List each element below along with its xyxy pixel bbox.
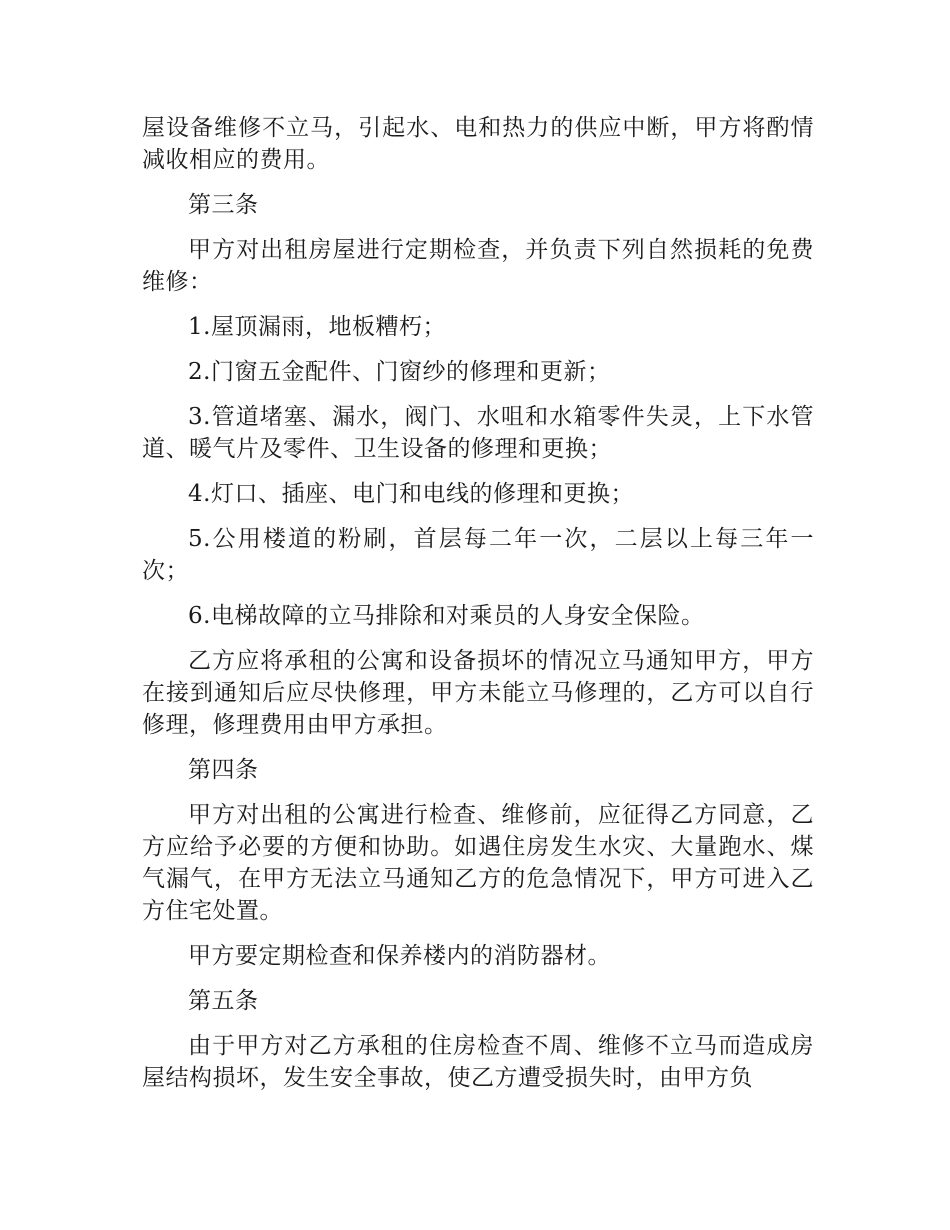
paragraph: 由于甲方对乙方承租的住房检查不周、维修不立马而造成房屋结构损坏，发生安全事故，使乙方遭受损失时，由甲方负	[142, 1033, 814, 1091]
paragraph: 甲方要定期检查和保养楼内的消防器材。	[188, 943, 611, 969]
list-item: 2.门窗五金配件、门窗纱的修理和更新；	[188, 359, 611, 385]
list-item: 6.电梯故障的立马排除和对乘员的人身安全保险。	[188, 603, 705, 629]
list-item: 1.屋顶漏雨，地板糟朽；	[188, 314, 446, 340]
paragraph: 乙方应将承租的公寓和设备损坏的情况立马通知甲方，甲方在接到通知后应尽快修理，甲方未能立马修理的，乙方可以自行修理，修理费用由甲方承担。	[142, 648, 814, 738]
paragraph-continuation: 屋设备维修不立马，引起水、电和热力的供应中断，甲方将酌情减收相应的费用。	[142, 115, 814, 173]
article-heading-4: 第四条	[188, 757, 259, 783]
paragraph: 甲方对出租房屋进行定期检查，并负责下列自然损耗的免费维修：	[142, 237, 814, 295]
list-item: 5.公用楼道的粉刷，首层每二年一次，二层以上每三年一次；	[142, 526, 814, 584]
document-body	[142, 112, 814, 1107]
list-item: 3.管道堵塞、漏水，阀门、水咀和水箱零件失灵，上下水管道、暖气片及零件、卫生设备的修理和更换；	[142, 404, 814, 462]
article-heading-5: 第五条	[188, 988, 259, 1014]
paragraph: 甲方对出租的公寓进行检查、维修前，应征得乙方同意，乙方应给予必要的方便和协助。如遇住房发生水灾、大量跑水、煤气漏气，在甲方无法立马通知乙方的危急情况下，甲方可进入乙方住宅处置。	[142, 802, 814, 924]
article-heading-3: 第三条	[188, 192, 259, 218]
list-item: 4.灯口、插座、电门和电线的修理和更换；	[188, 481, 634, 507]
